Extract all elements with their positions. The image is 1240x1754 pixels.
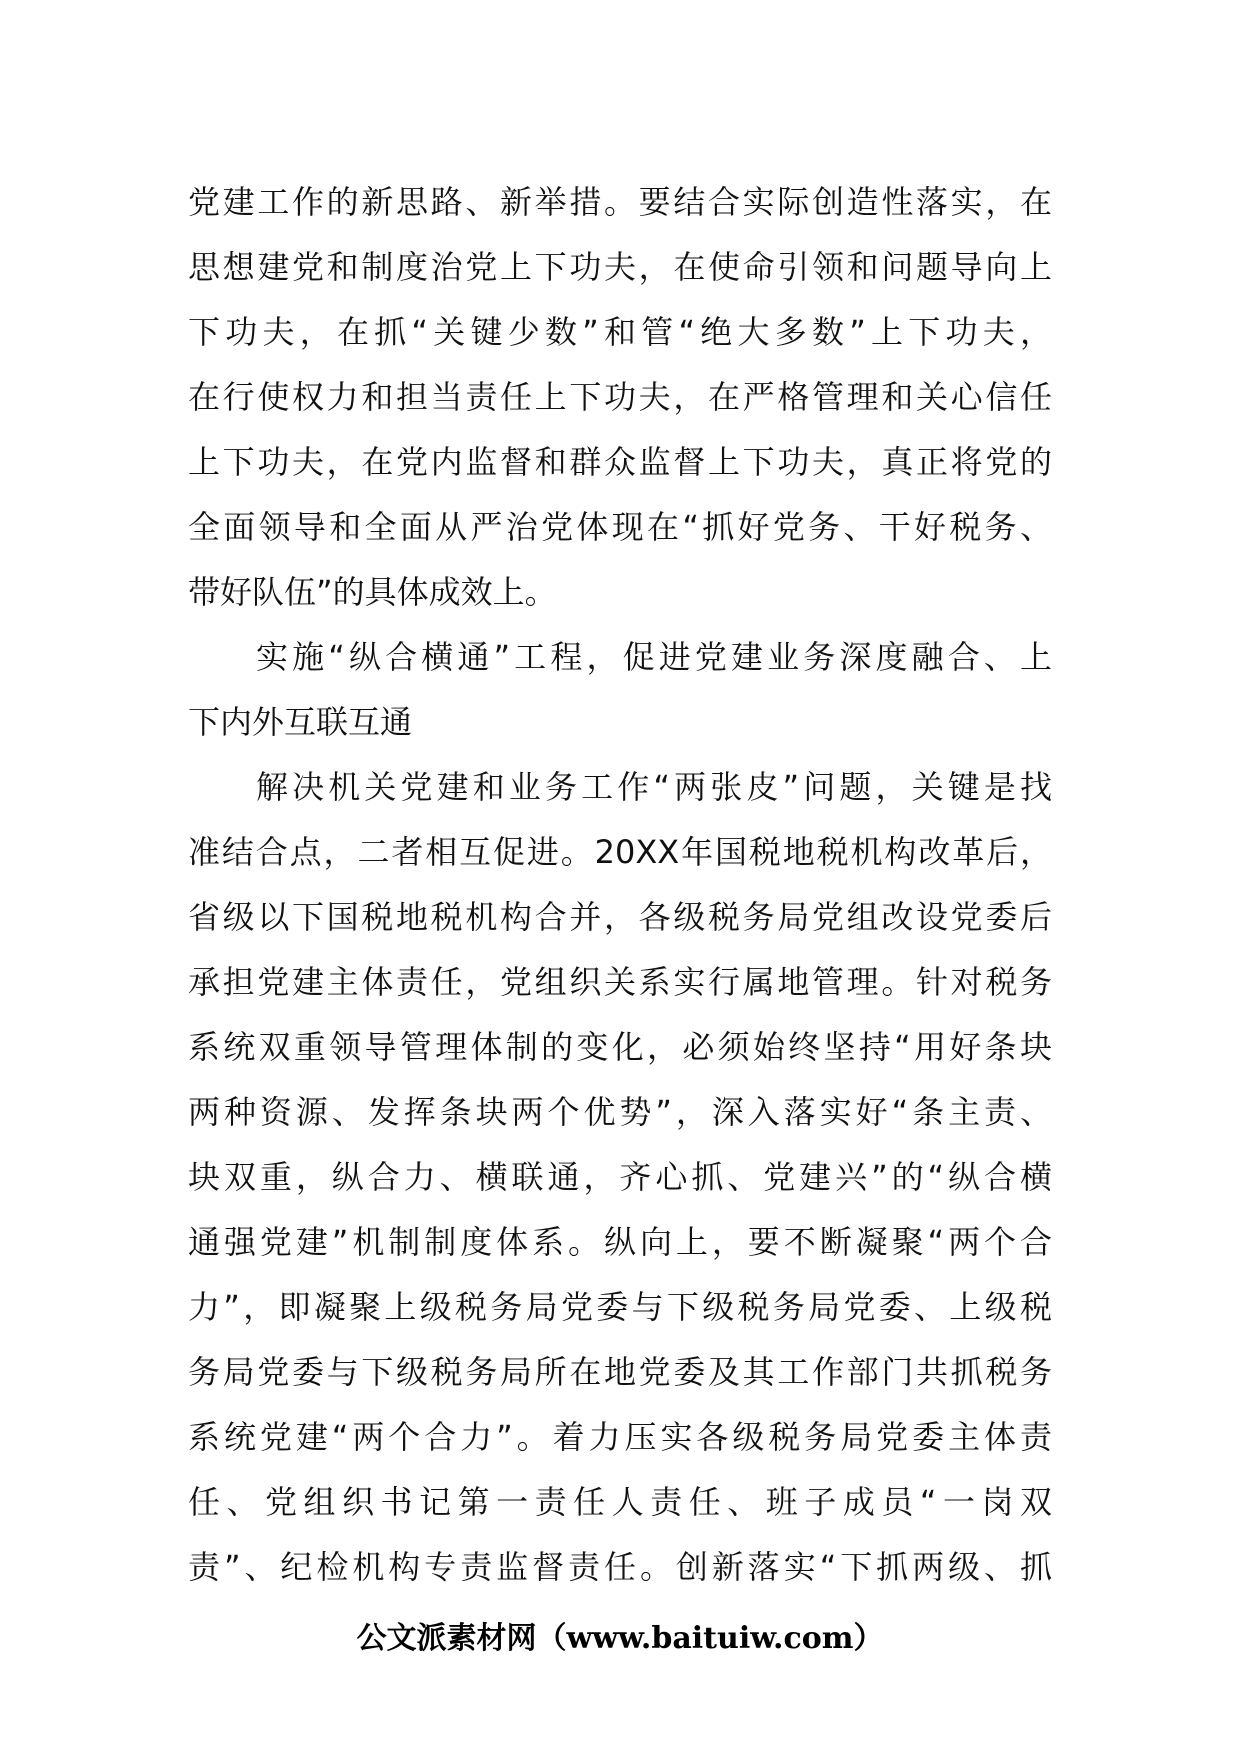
text-line: 系统党建“两个合力”。着力压实各级税务局党委主体责 (188, 1418, 1052, 1456)
text-line: 上下功夫，在党内监督和群众监督上下功夫，真正将党的 (188, 443, 1052, 481)
text-line: 党建工作的新思路、新举措。要结合实际创造性落实，在 (188, 183, 1052, 221)
footer-watermark-text: 公文派素材网（www.baituiw.com） (356, 1621, 884, 1656)
text-line: 块双重，纵合力、横联通，齐心抓、党建兴”的“纵合横 (188, 1158, 1052, 1196)
text-line: 准结合点，二者相互促进。20XX年国税地税机构改革后， (188, 833, 1052, 871)
section-heading-line: 实施“纵合横通”工程，促进党建业务深度融合、上 (256, 638, 1052, 676)
text-line: 在行使权力和担当责任上下功夫，在严格管理和关心信任 (188, 378, 1052, 416)
text-line: 带好队伍”的具体成效上。 (188, 573, 557, 611)
text-line: 下功夫，在抓“关键少数”和管“绝大多数”上下功夫， (188, 313, 1052, 351)
text-line: 两种资源、发挥条块两个优势”，深入落实好“条主责、 (188, 1093, 1052, 1131)
text-line: 思想建党和制度治党上下功夫，在使命引领和问题导向上 (188, 248, 1052, 286)
text-line: 省级以下国税地税机构合并，各级税务局党组改设党委后 (188, 898, 1052, 936)
text-line: 解决机关党建和业务工作“两张皮”问题，关键是找 (256, 768, 1052, 806)
text-line: 承担党建主体责任，党组织关系实行属地管理。针对税务 (188, 963, 1052, 1001)
text-line: 任、党组织书记第一责任人责任、班子成员“一岗双 (188, 1483, 1052, 1521)
text-line: 通强党建”机制制度体系。纵向上，要不断凝聚“两个合 (188, 1223, 1052, 1261)
text-line: 责”、纪检机构专责监督责任。创新落实“下抓两级、抓 (188, 1548, 1052, 1586)
text-line: 力”，即凝聚上级税务局党委与下级税务局党委、上级税 (188, 1288, 1052, 1326)
section-heading-line: 下内外互联互通 (188, 703, 413, 741)
text-line: 务局党委与下级税务局所在地党委及其工作部门共抓税务 (188, 1353, 1052, 1391)
text-line: 系统双重领导管理体制的变化，必须始终坚持“用好条块 (188, 1028, 1052, 1066)
text-line: 全面领导和全面从严治党体现在“抓好党务、干好税务、 (188, 508, 1052, 546)
document-body (188, 170, 1052, 1600)
